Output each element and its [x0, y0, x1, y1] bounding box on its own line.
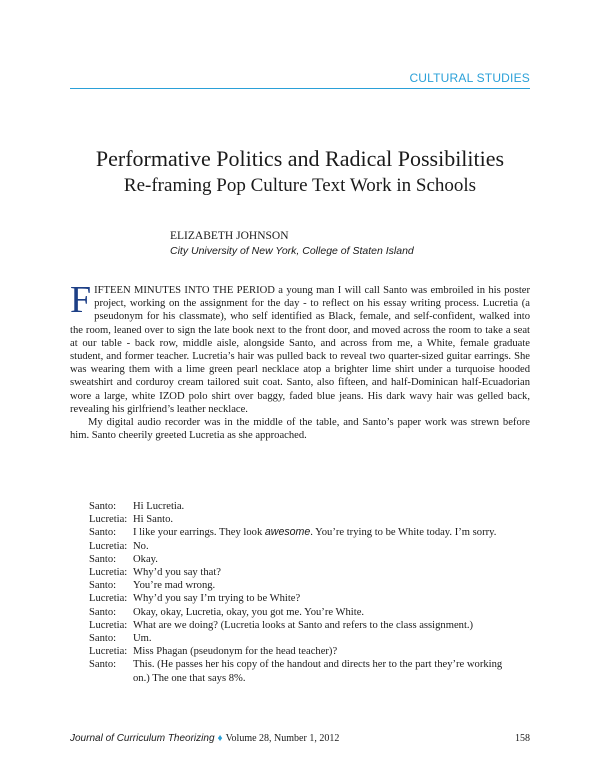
utterance: Hi Santo. [133, 514, 174, 526]
utterance: Okay, okay, Lucretia, okay, you got me. You’re White. [133, 606, 365, 618]
paragraph-1-text: a young man I will call Santo was embroiled in his poster project, working on the assignment for the day - to reflect on his essay writing process. Lucretia (a pseudonym for his classmate), who self identified as Black, female, and self-confident, walked into the room, leaned over to sign the late book next to the front door, and moved across the room to take a seat at our table - back row, middle aisle, alongside Santo, and across from me, a White, female graduate student, and former teacher. Lucretia’s hair was pulled back to reveal two quarter-sized guitar earrings. She was wearing them with a lime green pearl necklace atop a brighter lime shirt under a turquoise hooded sweatshirt and corduroy cream tailored suit coat. Santo, also fifteen, and half-Dominican half-Ecuadorian wore a large, white IZOD polo shirt over baggy, faded blue jeans. His dark wavy hair was gelled back, revealing his girlfriend’s leather necklace. [70, 285, 530, 415]
page-footer [70, 733, 530, 744]
speaker: Lucretia: [89, 619, 128, 631]
speaker: Santo: [89, 633, 117, 645]
dialogue-line [89, 526, 519, 539]
speaker: Santo: [89, 659, 117, 671]
page-number: 158 [515, 733, 530, 744]
utterance: Why’d you say that? [133, 567, 221, 579]
speaker: Lucretia: [89, 514, 128, 526]
utterance: Miss Phagan (pseudonym for the head teacher)? [133, 646, 338, 658]
header-rule [70, 88, 530, 89]
utterance: What are we doing? (Lucretia looks at Santo and refers to the class assignment.) [133, 619, 474, 631]
dialogue-line [89, 658, 519, 684]
utterance [133, 526, 519, 539]
speaker: Santo: [89, 501, 117, 512]
dialogue-line [89, 579, 519, 592]
dialogue-line [89, 592, 519, 605]
utterance: Why’d you say I’m trying to be White? [133, 593, 301, 605]
paragraph-2: My digital audio recorder was in the middle of the table, and Santo’s paper work was strewn before him. Santo cheerily greeted Lucretia as she approached. [70, 417, 530, 442]
article-subtitle: Re-framing Pop Culture Text Work in Schools [123, 175, 477, 196]
journal-citation [70, 733, 339, 744]
dialogue-line [89, 632, 519, 645]
utterance: No. [133, 540, 149, 552]
utterance: Hi Lucretia. [133, 501, 185, 512]
utterance: This. (He passes her his copy of the handout and directs her to the part they’re working on.) The one that says 8%. [133, 659, 503, 684]
dialogue-line [89, 553, 519, 566]
speaker: Santo: [89, 527, 117, 539]
section-heading: CULTURAL STUDIES [409, 71, 530, 85]
article-title: Performative Politics and Radical Possibilities [95, 146, 505, 171]
speaker: Lucretia: [89, 540, 128, 552]
speaker: Lucretia: [89, 646, 128, 658]
dialogue-line [89, 619, 519, 632]
dialogue-line [89, 540, 519, 553]
utterance: Okay. [133, 553, 158, 565]
utterance-part: . You’re trying to be White today. I’m sorry. [310, 527, 497, 539]
utterance: Um. [133, 633, 152, 645]
dialogue-line [89, 500, 519, 513]
author-affiliation: City University of New York, College of Staten Island [170, 245, 414, 257]
dialogue-line [89, 566, 519, 579]
dialogue-line [89, 513, 519, 526]
speaker: Lucretia: [89, 567, 128, 579]
volume-info: Volume 28, Number 1, 2012 [225, 733, 340, 744]
lead-in-caps: IFTEEN MINUTES INTO THE PERIOD [94, 285, 275, 296]
speaker: Santo: [89, 606, 117, 618]
emphasized-word: awesome [264, 526, 311, 539]
speaker: Santo: [89, 553, 117, 565]
diamond-icon: ♦ [217, 733, 223, 744]
article-body [70, 279, 530, 453]
paragraph-1 [70, 279, 530, 416]
speaker: Santo: [89, 580, 117, 592]
dialogue-transcript [89, 500, 519, 685]
speaker: Lucretia: [89, 593, 128, 605]
author-name: ELIZABETH JOHNSON [170, 230, 289, 242]
dialogue-line [89, 645, 519, 658]
journal-name: Journal of Curriculum Theorizing [70, 733, 215, 744]
dialogue-line [89, 606, 519, 619]
drop-cap: F [70, 279, 92, 321]
utterance: You’re mad wrong. [133, 580, 216, 592]
utterance-part: I like your earrings. They look [133, 527, 265, 539]
